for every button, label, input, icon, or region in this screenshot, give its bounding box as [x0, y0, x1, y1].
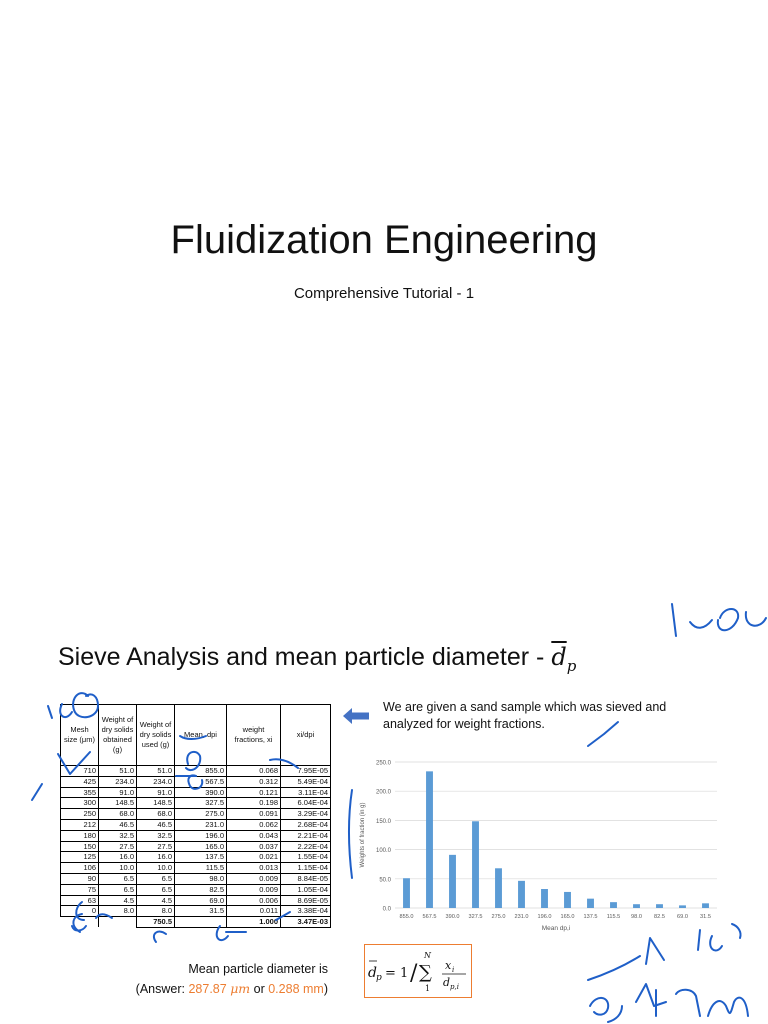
- table-cell: 0.011: [227, 906, 281, 917]
- x-tick-label: 98.0: [631, 914, 642, 920]
- bar: [518, 881, 525, 908]
- header-xi-dpi: xi/dpi: [281, 705, 331, 766]
- table-total-cell: [175, 917, 227, 928]
- table-row: [61, 884, 331, 895]
- left-arrow-icon: [343, 708, 369, 724]
- table-cell: 0.121: [227, 787, 281, 798]
- formula-numerator: x: [445, 959, 452, 972]
- dp-symbol: [551, 643, 577, 675]
- description-text: We are given a sand sample which was sieved and analyzed for weight fractions.: [383, 700, 667, 731]
- table-cell: 0.009: [227, 873, 281, 884]
- bar: [541, 889, 548, 908]
- formula-svg: [365, 945, 471, 997]
- table-cell: 148.5: [137, 798, 175, 809]
- table-cell: 51.0: [137, 766, 175, 777]
- table-cell: 16.0: [99, 852, 137, 863]
- table-cell: 6.04E-04: [281, 798, 331, 809]
- table-cell: 2.68E-04: [281, 819, 331, 830]
- x-tick-label: 327.5: [468, 914, 483, 920]
- formula-slash: /: [410, 961, 418, 986]
- x-tick-label: 390.0: [445, 914, 460, 920]
- table-cell: 3.29E-04: [281, 809, 331, 820]
- table-row: [61, 787, 331, 798]
- table-total-cell: [99, 917, 137, 928]
- y-tick-label: 100.0: [375, 848, 391, 855]
- table-cell: 0.062: [227, 819, 281, 830]
- table-cell: 6.5: [99, 884, 137, 895]
- header-mean-dpi: Mean, dpi: [175, 705, 227, 766]
- table-cell: 0.013: [227, 863, 281, 874]
- table-cell: 91.0: [137, 787, 175, 798]
- table-cell: 0.068: [227, 766, 281, 777]
- table-cell: 0.037: [227, 841, 281, 852]
- table-cell: 250: [61, 809, 99, 820]
- bar: [633, 904, 640, 908]
- table-cell: 0.009: [227, 884, 281, 895]
- table-cell: 106: [61, 863, 99, 874]
- table-cell: 90: [61, 873, 99, 884]
- table-cell: 710: [61, 766, 99, 777]
- y-tick-label: 50.0: [379, 877, 391, 884]
- header-weight-used: Weight of dry solids used (g): [137, 705, 175, 766]
- table-cell: 0: [61, 906, 99, 917]
- table-total-cell: 750.5: [137, 917, 175, 928]
- formula-numerator-sub: i: [452, 966, 455, 974]
- table-body: [61, 766, 331, 928]
- table-cell: 0.043: [227, 830, 281, 841]
- table-cell: 148.5: [99, 798, 137, 809]
- formula-sum-lower: 1: [425, 984, 431, 993]
- table-total-row: [61, 917, 331, 928]
- table-cell: 8.0: [137, 906, 175, 917]
- table-cell: 0.006: [227, 895, 281, 906]
- table-cell: 98.0: [175, 873, 227, 884]
- table-cell: 3.38E-04: [281, 906, 331, 917]
- formula-equals: = 1: [385, 966, 409, 981]
- slide-title: Fluidization Engineering: [170, 218, 598, 262]
- table-cell: 300: [61, 798, 99, 809]
- table-cell: 75: [61, 884, 99, 895]
- bar: [472, 821, 479, 908]
- x-tick-label: 196.0: [537, 914, 552, 920]
- x-tick-label: 231.0: [514, 914, 529, 920]
- bar: [610, 902, 617, 908]
- table-cell: 390.0: [175, 787, 227, 798]
- y-tick-label: 200.0: [375, 789, 391, 796]
- bar: [702, 903, 709, 908]
- table-cell: 234.0: [99, 776, 137, 787]
- x-tick-label: 855.0: [399, 914, 414, 920]
- table-cell: 1.15E-04: [281, 863, 331, 874]
- answer-or: or: [250, 982, 269, 996]
- header-mesh-size: Mesh size (μm): [61, 705, 99, 766]
- table-row: [61, 809, 331, 820]
- formula-denominator: d: [443, 976, 451, 989]
- dp-symbol-subscript: p: [566, 656, 577, 675]
- bar: [426, 771, 433, 908]
- table-total-cell: [61, 917, 99, 928]
- table-cell: 196.0: [175, 830, 227, 841]
- table-row: [61, 906, 331, 917]
- table-cell: 125: [61, 852, 99, 863]
- header-weight-obtained: Weight of dry solids obtained (g): [99, 705, 137, 766]
- x-tick-label: 69.0: [677, 914, 688, 920]
- table-row: [61, 852, 331, 863]
- table-cell: 275.0: [175, 809, 227, 820]
- table-cell: 4.5: [99, 895, 137, 906]
- table-row: [61, 798, 331, 809]
- table-cell: 327.5: [175, 798, 227, 809]
- answer-um-value: 287.87: [188, 982, 227, 996]
- table-cell: 0.198: [227, 798, 281, 809]
- table-row: [61, 895, 331, 906]
- table-cell: 46.5: [99, 819, 137, 830]
- x-axis-label: Mean dp,i: [541, 925, 571, 932]
- x-tick-label: 137.5: [583, 914, 598, 920]
- table-cell: 6.5: [137, 884, 175, 895]
- table-cell: 68.0: [137, 809, 175, 820]
- y-tick-label: 0.0: [382, 906, 391, 913]
- table-cell: 231.0: [175, 819, 227, 830]
- table-cell: 32.5: [99, 830, 137, 841]
- table-cell: 0.312: [227, 776, 281, 787]
- table-total-cell: 3.47E-03: [281, 917, 331, 928]
- table-cell: 31.5: [175, 906, 227, 917]
- table-cell: 8.69E-05: [281, 895, 331, 906]
- table-cell: 16.0: [137, 852, 175, 863]
- table-cell: 0.091: [227, 809, 281, 820]
- x-tick-label: 275.0: [491, 914, 506, 920]
- table-cell: 91.0: [99, 787, 137, 798]
- table-cell: 8.84E-05: [281, 873, 331, 884]
- sieve-table: [60, 704, 331, 928]
- table-cell: 27.5: [99, 841, 137, 852]
- y-axis-label: Weights of fraction (in g): [360, 802, 366, 868]
- x-tick-label: 82.5: [654, 914, 665, 920]
- table-cell: 51.0: [99, 766, 137, 777]
- y-tick-label: 250.0: [375, 760, 391, 767]
- x-tick-label: 31.5: [700, 914, 711, 920]
- bar: [564, 892, 571, 908]
- x-tick-label: 165.0: [560, 914, 575, 920]
- table-cell: 69.0: [175, 895, 227, 906]
- table-row: [61, 819, 331, 830]
- table-cell: 10.0: [137, 863, 175, 874]
- table-header-row: [61, 705, 331, 766]
- table-cell: 82.5: [175, 884, 227, 895]
- x-tick-label: 115.5: [606, 914, 621, 920]
- table-cell: 855.0: [175, 766, 227, 777]
- answer-suffix: ): [323, 982, 328, 996]
- table-cell: 0.021: [227, 852, 281, 863]
- y-tick-label: 150.0: [375, 818, 391, 825]
- table-cell: 234.0: [137, 776, 175, 787]
- bar: [679, 905, 686, 908]
- table-cell: 150: [61, 841, 99, 852]
- table-cell: 3.11E-04: [281, 787, 331, 798]
- table-cell: 8.0: [99, 906, 137, 917]
- slide-subtitle: Comprehensive Tutorial - 1: [293, 285, 475, 302]
- table-cell: 1.05E-04: [281, 884, 331, 895]
- table-cell: 27.5: [137, 841, 175, 852]
- table-cell: 32.5: [137, 830, 175, 841]
- table-cell: 63: [61, 895, 99, 906]
- formula-lhs: d: [368, 965, 377, 981]
- table-row: [61, 873, 331, 884]
- table-cell: 1.55E-04: [281, 852, 331, 863]
- table-cell: 165.0: [175, 841, 227, 852]
- table-cell: 2.22E-04: [281, 841, 331, 852]
- bar: [656, 904, 663, 908]
- slide-heading: [58, 643, 576, 675]
- table-total-cell: 1.000: [227, 917, 281, 928]
- table-cell: 6.5: [137, 873, 175, 884]
- mean-diameter-formula: [364, 944, 472, 998]
- table-cell: 137.5: [175, 852, 227, 863]
- slide-heading-text: Sieve Analysis and mean particle diameter -: [58, 643, 552, 671]
- formula-denominator-sub: p,i: [450, 983, 459, 991]
- weight-fraction-bar-chart: [355, 752, 725, 942]
- dp-symbol-letter: d: [551, 643, 567, 671]
- sieve-analysis-slide: [0, 576, 768, 1024]
- table-cell: 180: [61, 830, 99, 841]
- header-weight-fraction: weight fractions, xi: [227, 705, 281, 766]
- table-cell: 5.49E-04: [281, 776, 331, 787]
- table-cell: 6.5: [99, 873, 137, 884]
- bar: [495, 868, 502, 908]
- table-cell: 115.5: [175, 863, 227, 874]
- bar: [587, 899, 594, 908]
- table-cell: 68.0: [99, 809, 137, 820]
- x-tick-label: 567.5: [422, 914, 437, 920]
- result-text: [120, 960, 328, 999]
- answer-mm-value: 0.288 mm: [268, 982, 324, 996]
- table-cell: 10.0: [99, 863, 137, 874]
- table-cell: 567.5: [175, 776, 227, 787]
- ink-stroke: [672, 604, 676, 636]
- sum-icon: ∑: [419, 962, 432, 983]
- table-row: [61, 776, 331, 787]
- bar: [449, 855, 456, 908]
- table-cell: 2.21E-04: [281, 830, 331, 841]
- formula-sum-upper: N: [424, 951, 431, 960]
- table-row: [61, 830, 331, 841]
- answer-prefix: (Answer:: [135, 982, 189, 996]
- answer-um-unit: μm: [230, 981, 251, 996]
- table-row: [61, 863, 331, 874]
- formula-lhs-sub: p: [376, 973, 382, 983]
- table-cell: 212: [61, 819, 99, 830]
- table-cell: 7.95E-05: [281, 766, 331, 777]
- table-cell: 355: [61, 787, 99, 798]
- table-cell: 425: [61, 776, 99, 787]
- answer-line: [120, 979, 328, 999]
- result-line: Mean particle diameter is: [188, 962, 328, 976]
- table-row: [61, 766, 331, 777]
- table-row: [61, 841, 331, 852]
- table-cell: 46.5: [137, 819, 175, 830]
- bar: [403, 878, 410, 908]
- table-cell: 4.5: [137, 895, 175, 906]
